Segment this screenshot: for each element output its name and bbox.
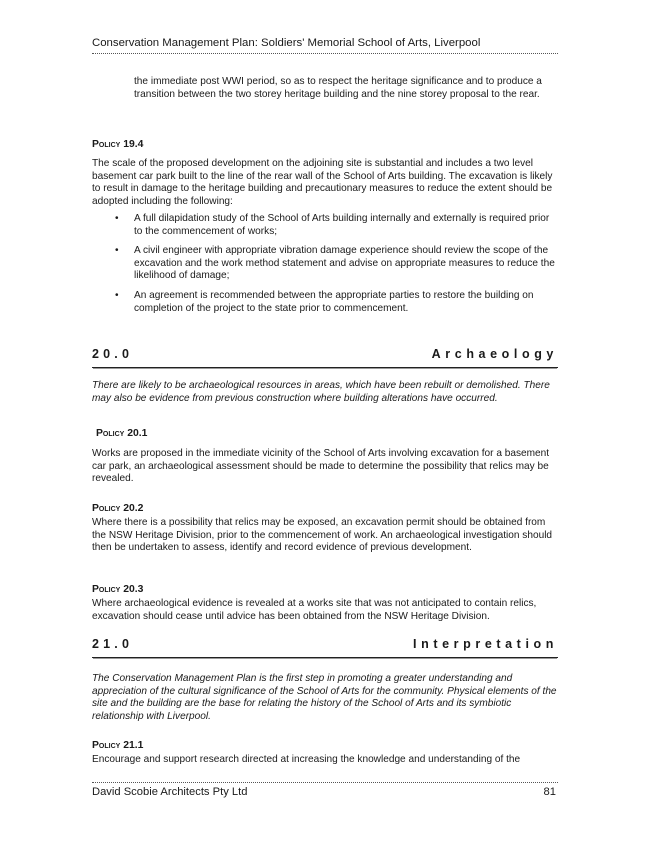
continued-paragraph: the immediate post WWI period, so as to respect the heritage significance and to produce a transition between the two storey heritage building and the nine storey proposal to the rear. — [134, 76, 542, 100]
bullet-marker: • — [115, 245, 119, 257]
bullet-marker: • — [115, 213, 119, 224]
page-number: 81 — [543, 786, 556, 798]
section-21-heading — [92, 637, 558, 658]
section-20-intro: There are likely to be archaeological resources in areas, which have been rebuilt or demolished. There may also be evidence from previous construction where building alterations have occurred. — [92, 380, 550, 404]
section-number: 20.0 — [92, 347, 134, 361]
bullet-item — [92, 290, 558, 315]
section-20-heading — [92, 347, 558, 368]
bullet-marker: • — [115, 289, 119, 301]
bullet-text: A civil engineer with appropriate vibration damage experience should review the scope of the excavation and the work method statement and advise on appropriate measures to reduce the likelihood of damage; — [134, 245, 555, 282]
section-21-intro: The Conservation Management Plan is the first step in promoting a greater understanding and appreciation of the cultural significance of the School of Arts for the community. Physical elements of the site and the building are the base for relating the history of the School of Arts and its symbiotic relationship with Liverpool. — [92, 673, 557, 722]
policy-20-2-heading: Policy 20.2 — [92, 503, 144, 514]
policy-19-4-heading: Policy 19.4 — [92, 139, 144, 150]
policy-19-4-body: The scale of the proposed development on the adjoining site is substantial and includes a two level basement car park built to the line of the rear wall of the School of Arts building. The excavation is likely to result in damage to the heritage building and precautionary measures to reduce the extent should be adopted including the following: — [92, 158, 553, 207]
policy-19-4-bullet-list — [92, 213, 558, 322]
policy-20-1-body: Works are proposed in the immediate vicinity of the School of Arts involving excavation for a basement car park, an archaeological assessment should be made to determine the possibility that relics may be revealed. — [92, 448, 550, 485]
section-title: Archaeology — [431, 347, 558, 361]
policy-20-1-heading: Policy 20.1 — [96, 428, 148, 439]
bullet-text: An agreement is recommended between the appropriate parties to restore the building on completion of the project to the state prior to commencement. — [134, 289, 534, 314]
policy-20-3-heading: Policy 20.3 — [92, 584, 144, 595]
bullet-text: A full dilapidation study of the School of Arts building internally and externally is required prior to the commencement of works; — [134, 213, 550, 237]
policy-21-1-body: Encourage and support research directed at increasing the knowledge and understanding of the — [92, 754, 521, 765]
policy-20-2-body: Where there is a possibility that relics may be exposed, an excavation permit should be obtained from the NSW Heritage Division, prior to the commencement of work. An archaeological investigation should then be undertaken to assess, identify and record evidence of previous development. — [92, 517, 553, 554]
running-header: Conservation Management Plan: Soldiers' Memorial School of Arts, Liverpool — [92, 37, 558, 54]
bullet-item — [92, 213, 558, 238]
section-number: 21.0 — [92, 637, 134, 651]
policy-21-1-heading: Policy 21.1 — [92, 740, 144, 751]
footer-company: David Scobie Architects Pty Ltd — [92, 786, 248, 798]
bullet-item — [92, 245, 558, 283]
running-footer — [92, 782, 558, 798]
section-title: Interpretation — [413, 637, 558, 651]
policy-20-3-body: Where archaeological evidence is revealed at a works site that was not anticipated to contain relics, excavation should cease until advice has been obtained from the NSW Heritage Division. — [92, 598, 537, 622]
